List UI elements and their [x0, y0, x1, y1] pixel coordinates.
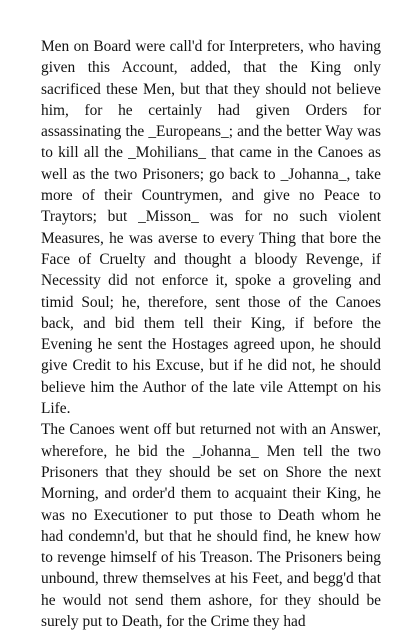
paragraph-2: The Canoes went off but returned not with an Answer, wherefore, he bid the _Johanna_ Men tell the two Prisoners that they should be set on Shore the next Morning, and order'd them to acquaint their King, he was no Executioner to put those to Death whom he had condemn'd, but that he should find, he knew how to revenge himself of his Treason. The Prisoners being unbound, threw themselves at his Feet, and begg'd that he would not send them ashore, for they should be surely put to Death, for the Crime they had [41, 421, 381, 631]
paragraph-1: Men on Board were call'd for Interpreters, who having given this Account, added, that the King only sacrificed these Men, but that they should not believe him, for he certainly had given Orders for assassinating the _Europeans_; and the better Way was to kill all the _Mohilians_ that came in the Canoes as well as the two Prisoners; go back to _Johanna_, take more of their Countrymen, and give no Peace to Traytors; but _Misson_ was for no such violent Measures, he was averse to every Thing that bore the Face of Cruelty and thought a bloody Revenge, if Necessity did not enforce it, spoke a groveling and timid Soul; he, therefore, sent those of the Canoes back, and bid them tell their King, if before the Evening he sent the Hostages agreed upon, he should give Credit to his Excuse, but if he did not, he should believe him the Author of the late vile Attempt on his Life. [41, 38, 381, 418]
document-page [41, 36, 381, 632]
